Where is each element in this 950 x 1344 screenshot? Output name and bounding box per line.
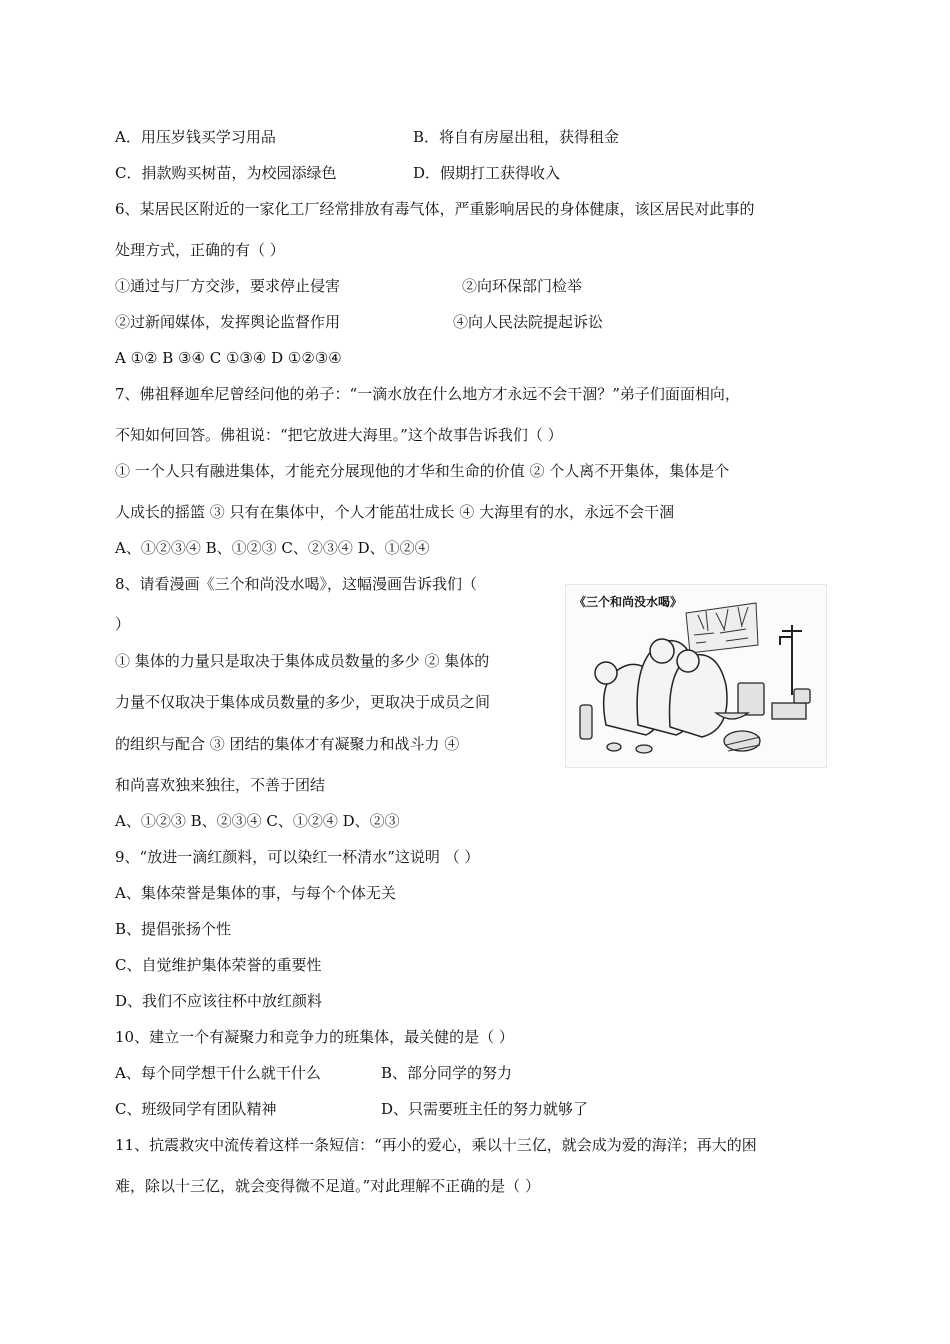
q8-stem-line2: ）: [115, 615, 131, 633]
q10-option-b: B、部分同学的努力: [381, 1064, 513, 1082]
q6-stem-line2: 处理方式，正确的有（ ）: [115, 241, 285, 259]
q5-option-a: A．用压岁钱买学习用品: [115, 128, 276, 146]
q10-option-c: C、班级同学有团队精神: [115, 1100, 277, 1118]
q11-stem-line2: 难，除以十三亿，就会变得微不足道。”对此理解不正确的是（ ）: [115, 1177, 540, 1195]
q7-items-line1: ① 一个人只有融进集体，才能充分展现他的才华和生命的价值 ② 个人离不开集体，集体是个: [115, 462, 730, 480]
q10-stem: 10、建立一个有凝聚力和竞争力的班集体，最关健的是（ ）: [115, 1028, 514, 1046]
q11-stem-line1: 11、抗震救灾中流传着这样一条短信：“再小的爱心，乘以十三亿，就会成为爱的海洋；再大的困: [115, 1136, 757, 1154]
three-monks-illustration: [566, 585, 826, 767]
q10-option-a: A、每个同学想干什么就干什么: [115, 1064, 321, 1082]
q6-options: A ①② B ③④ C ①③④ D ①②③④: [115, 349, 342, 367]
cartoon-title: 《三个和尚没水喝》: [574, 595, 683, 609]
q8-items-line3: 的组织与配合 ③ 团结的集体才有凝聚力和战斗力 ④: [115, 735, 460, 753]
q9-option-c: C、自觉维护集体荣誉的重要性: [115, 956, 322, 974]
q8-items-line1: ① 集体的力量只是取决于集体成员数量的多少 ② 集体的: [115, 652, 490, 670]
q6-stem-line1: 6、某居民区附近的一家化工厂经常排放有毒气体，严重影响居民的身体健康，该区居民对此事的: [115, 200, 755, 218]
q6-item-2: ②向环保部门检举: [462, 277, 583, 295]
three-monks-cartoon: [565, 584, 827, 768]
q7-options: A、①②③④ B、①②③ C、②③④ D、①②④: [115, 539, 430, 557]
q5-option-b: B．将自有房屋出租，获得租金: [413, 128, 620, 146]
q9-option-a: A、集体荣誉是集体的事，与每个个体无关: [115, 884, 396, 902]
q10-option-d: D、只需要班主任的努力就够了: [381, 1100, 589, 1118]
q8-stem-line1: 8、请看漫画《三个和尚没水喝》，这幅漫画告诉我们（: [115, 575, 478, 593]
q6-item-4: ④向人民法院提起诉讼: [453, 313, 604, 331]
q9-option-d: D、我们不应该往杯中放红颜料: [115, 992, 323, 1010]
q7-items-line2: 人成长的摇篮 ③ 只有在集体中，个人才能茁壮成长 ④ 大海里有的水，永远不会干涸: [115, 503, 675, 521]
q8-items-line4: 和尚喜欢独来独往，不善于团结: [115, 776, 326, 794]
q8-items-line2: 力量不仅取决于集体成员数量的多少，更取决于成员之间: [115, 693, 491, 711]
q9-option-b: B、提倡张扬个性: [115, 920, 232, 938]
q6-item-3: ②过新闻媒体，发挥舆论监督作用: [115, 313, 341, 331]
q7-stem-line2: 不知如何回答。佛祖说：“把它放进大海里。”这个故事告诉我们（ ）: [115, 426, 563, 444]
q5-option-c: C．捐款购买树苗，为校园添绿色: [115, 164, 337, 182]
q5-option-d: D．假期打工获得收入: [413, 164, 561, 182]
q7-stem-line1: 7、佛祖释迦牟尼曾经问他的弟子：“一滴水放在什么地方才永远不会干涸？”弟子们面面相向，: [115, 385, 740, 403]
q8-options: A、①②③ B、②③④ C、①②④ D、②③: [115, 812, 400, 830]
q6-item-1: ①通过与厂方交涉，要求停止侵害: [115, 277, 341, 295]
q9-stem: 9、“放进一滴红颜料，可以染红一杯清水”这说明 （ ）: [115, 848, 480, 866]
